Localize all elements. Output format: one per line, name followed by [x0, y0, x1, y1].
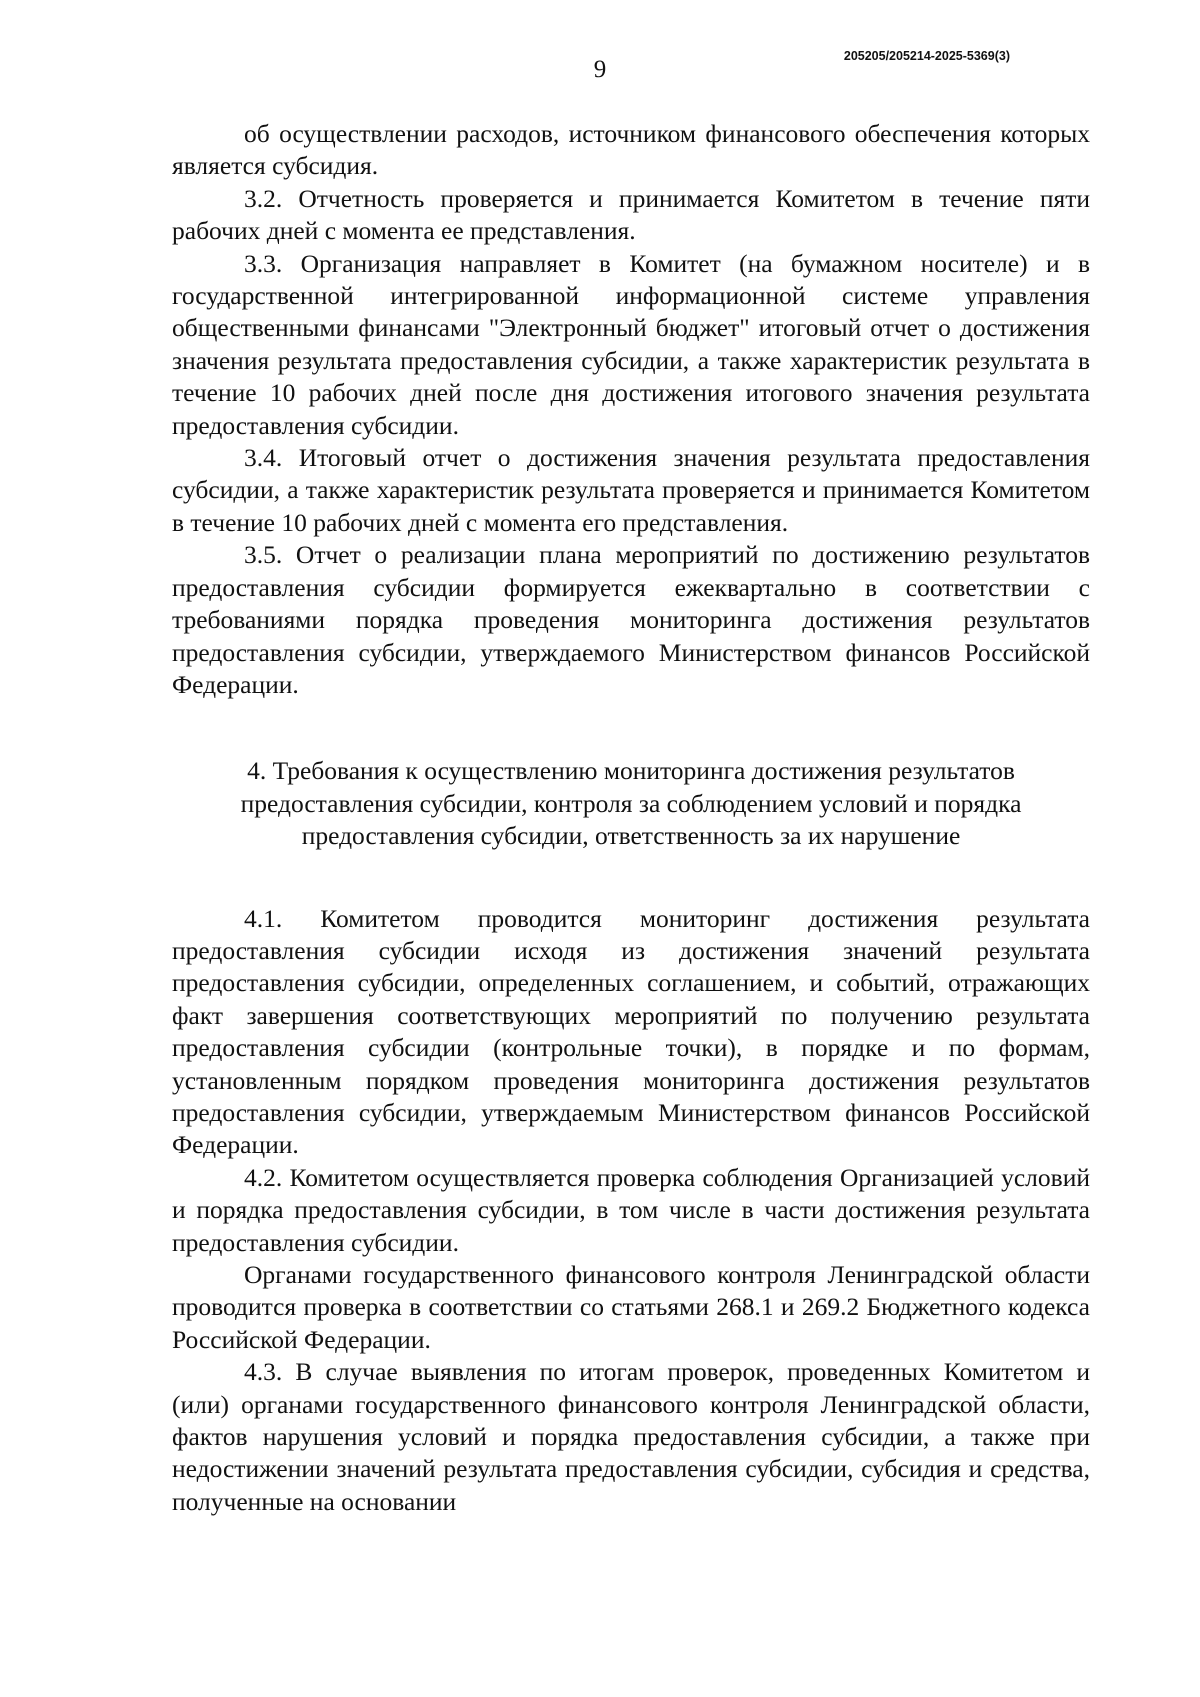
paragraph-4-2-financial-control: Органами государственного финансового контроля Ленинградской области проводится проверка в соответствии со статьями 268.1 и 269.2 Бюджетного кодекса Российской Федерации. [172, 1260, 1090, 1354]
paragraph-3-2: 3.2. Отчетность проверяется и принимается Комитетом в течение пяти рабочих дней с момента ее представления. [172, 183, 1090, 246]
paragraph-4-1: 4.1. Комитетом проводится мониторинг достижения результата предоставления субсидии исходя из достижения значений результата предоставления субсидии, определенных соглашением, и событий, отражающих факт завершения соответствующих мероприятий по получению результата предоставления субсидии (контрольные точки), в порядке и по формам, установленным порядком проведения мониторинга достижения результатов предоставления субсидии, утверждаемым Министерством финансов Российской Федерации. [172, 903, 1090, 1160]
document-id: 205205/205214-2025-5369(3) [843, 49, 1010, 63]
section-4-heading: 4. Требования к осуществлению мониторинга достижения результатов предоставления субсидии, контроля за соблюдением условий и порядка предоставления субсидии, ответственность за их нарушение [240, 756, 1022, 851]
paragraph-3-5: 3.5. Отчет о реализации плана мероприятий по достижению результатов предоставления субсидии формируется ежеквартально в соответствии с требованиями порядка проведения мониторинга достижения результатов предоставления субсидии, утверждаемого Министерством финансов Российской Федерации. [172, 540, 1090, 699]
paragraph-3-3: 3.3. Организация направляет в Комитет (на бумажном носителе) и в государственной интегрированной информационной системе управления общественными финансами "Электронный бюджет" итоговый отчет о достижения значения результата предоставления субсидии, а также характеристик результата в течение 10 рабочих дней после дня достижения итогового значения результата предоставления субсидии. [172, 248, 1090, 440]
paragraph-continuation: об осуществлении расходов, источником финансового обеспечения которых является субсидия. [172, 119, 1090, 181]
page-number: 9 [593, 56, 607, 83]
document-body [172, 118, 1090, 1518]
paragraph-4-3: 4.3. В случае выявления по итогам проверок, проведенных Комитетом и (или) органами государственного финансового контроля Ленинградской области, фактов нарушения условий и порядка предоставления субсидии, а также при недостижении значений результата предоставления субсидии, субсидия и средства, полученные на основании [172, 1357, 1090, 1516]
paragraph-4-2: 4.2. Комитетом осуществляется проверка соблюдения Организацией условий и порядка предоставления субсидии, в том числе в части достижения результата предоставления субсидии. [172, 1162, 1090, 1257]
paragraph-3-4: 3.4. Итоговый отчет о достижения значения результата предоставления субсидии, а также характеристик результата проверяется и принимается Комитетом в течение 10 рабочих дней с момента его представления. [172, 443, 1090, 537]
